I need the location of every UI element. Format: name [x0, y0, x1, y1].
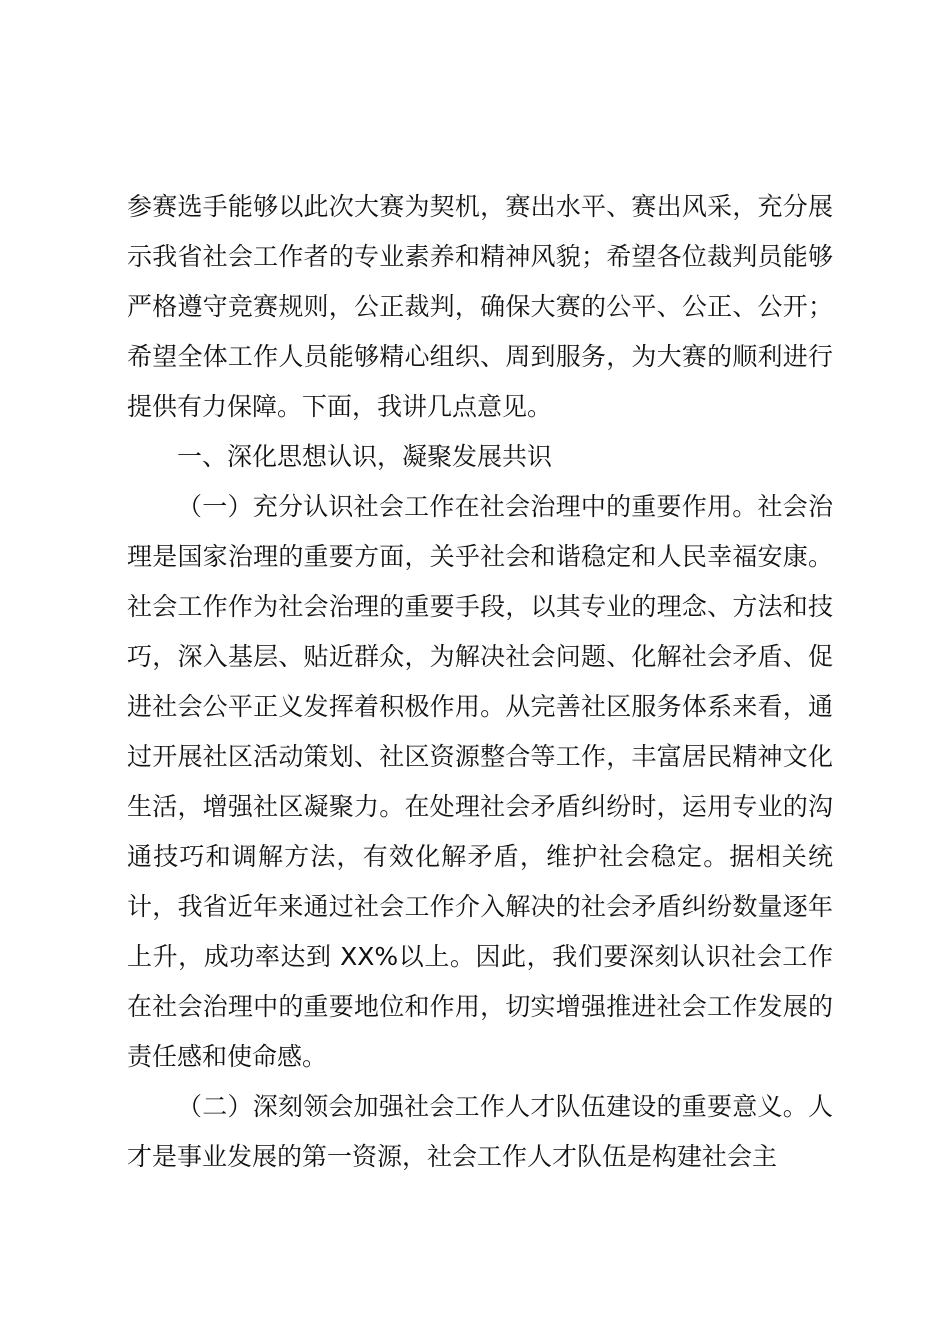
paragraph-intro: 参赛选手能够以此次大赛为契机，赛出水平、赛出风采，充分展示我省社会工作者的专业素养和精神风貌；希望各位裁判员能够严格遵守竞赛规则，公正裁判，确保大赛的公平、公正、公开；希望全体工作人员能够精心组织、周到服务，为大赛的顺利进行提供有力保障。下面，我讲几点意见。: [127, 192, 833, 421]
document-page: [127, 182, 833, 1182]
section-heading-1: 一、深化思想认识，凝聚发展共识: [177, 442, 553, 471]
paragraph-subsection-1: （一）充分认识社会工作在社会治理中的重要作用。社会治理是国家治理的重要方面，关乎社会和谐稳定和人民幸福安康。社会工作作为社会治理的重要手段，以其专业的理念、方法和技巧，深入基层、贴近群众，为解决社会问题、化解社会矛盾、促进社会公平正义发挥着积极作用。从完善社区服务体系来看，通过开展社区活动策划、社区资源整合等工作，丰富居民精神文化生活，增强社区凝聚力。在处理社会矛盾纠纷时，运用专业的沟通技巧和调解方法，有效化解矛盾，维护社会稳定。据相关统计，我省近年来通过社会工作介入解决的社会矛盾纠纷数量逐年上升，成功率达到 XX%以上。因此，我们要深刻认识社会工作在社会治理中的重要地位和作用，切实增强推进社会工作发展的责任感和使命感。: [127, 492, 833, 1071]
paragraph-subsection-2: （二）深刻领会加强社会工作人才队伍建设的重要意义。人才是事业发展的第一资源，社会工作人才队伍是构建社会主: [127, 1092, 833, 1171]
